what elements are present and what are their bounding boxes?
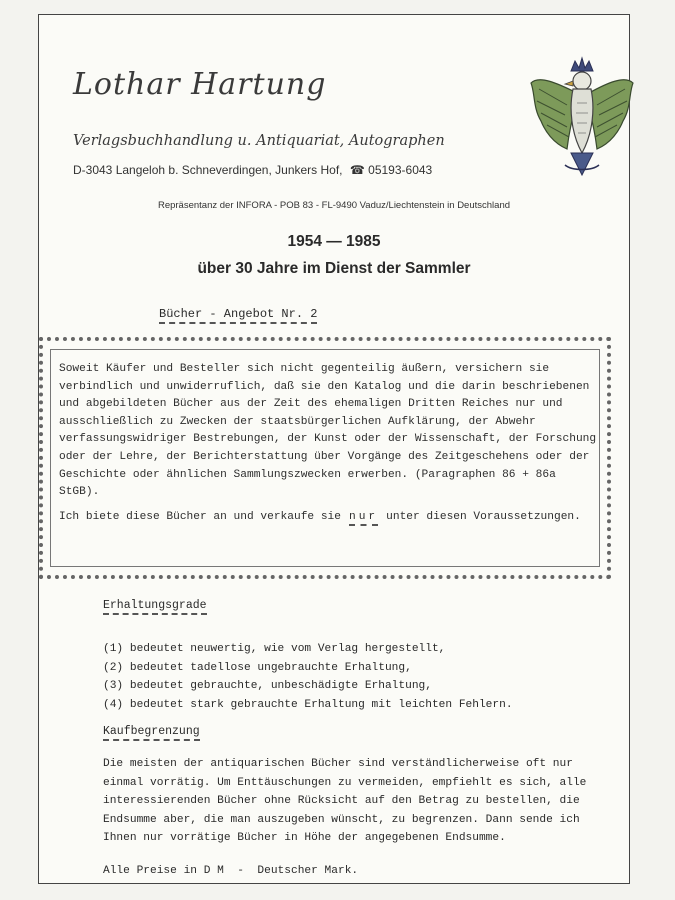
offer-line-emphasis: nur	[349, 511, 378, 526]
letterhead-name: Lothar Hartung	[73, 67, 327, 102]
address-text: D-3043 Langeloh b. Schneverdingen, Junkers Hof,	[73, 163, 343, 177]
offer-line-after: unter diesen Voraussetzungen.	[386, 510, 581, 523]
legal-offer-line	[59, 509, 599, 527]
representation-line: Repräsentanz der INFORA - POB 83 - FL-9490 Vaduz/Liechtenstein in Deutschland	[157, 200, 511, 211]
offer-line-before: Ich biete diese Bücher an und verkaufe sie	[59, 510, 341, 523]
subtitle-heading: über 30 Jahre im Dienst der Sammler	[197, 260, 471, 277]
years-heading: 1954 — 1985	[287, 233, 381, 250]
legal-paragraph: Soweit Käufer und Besteller sich nicht gegenteilig äußern, versichern sie verbindlich und unwiderruflich, daß sie den Katalog und die darin beschriebenen und abgebildeten Bücher aus der Zeit des ehemaligen Dritten Reiches nur und ausschließlich zu Zwecken der staatsbürgerlichen Aufklärung, der Abwehr verfassungswidriger Bestrebungen, der Kunst oder der Wissenschaft, der Forschung oder der Lehre, der Berichterstattung über Vorgänge des Zeitgeschehens oder der Geschichte oder ähnlichen Sammlungszwecken erwerben. (Paragraphen 86 + 86a StGB).	[59, 363, 597, 499]
offer-title: Bücher - Angebot Nr. 2	[159, 307, 317, 324]
phone-number: 05193-6043	[368, 163, 433, 177]
catalog-page	[38, 14, 630, 884]
eagle-emblem-icon	[527, 53, 637, 183]
conditions-heading: Erhaltungsgrade	[103, 599, 207, 615]
letterhead-business: Verlagsbuchhandlung u. Antiquariat, Autographen	[73, 133, 445, 149]
purchase-limit-text: Die meisten der antiquarischen Bücher sind verständlicherweise oft nur einmal vorrätig. Um Enttäuschungen zu vermeiden, empfiehlt es sich, alle interessierenden Bücher ohne Rücksicht auf den Betrag zu bestellen, die Endsumme aber, die man auszugeben wünscht, zu begrenzen. Dann sende ich Ihnen nur vorrätige Bücher in Höhe der angegebenen Endsumme.	[103, 758, 587, 844]
telephone-icon: ☎	[349, 163, 365, 177]
condition-item: (4) bedeutet stark gebrauchte Erhaltung mit leichten Fehlern.	[103, 698, 513, 711]
conditions-list	[103, 640, 513, 714]
legal-text	[59, 361, 599, 533]
prices-note: Alle Preise in D M - Deutscher Mark.	[103, 865, 359, 877]
condition-item: (2) bedeutet tadellose ungebrauchte Erhaltung,	[103, 661, 412, 674]
condition-item: (3) bedeutet gebrauchte, unbeschädigte Erhaltung,	[103, 680, 432, 692]
purchase-limit-heading: Kaufbegrenzung	[103, 725, 200, 741]
condition-item: (1) bedeutet neuwertig, wie vom Verlag hergestellt,	[103, 643, 446, 655]
letterhead-address	[73, 163, 432, 177]
